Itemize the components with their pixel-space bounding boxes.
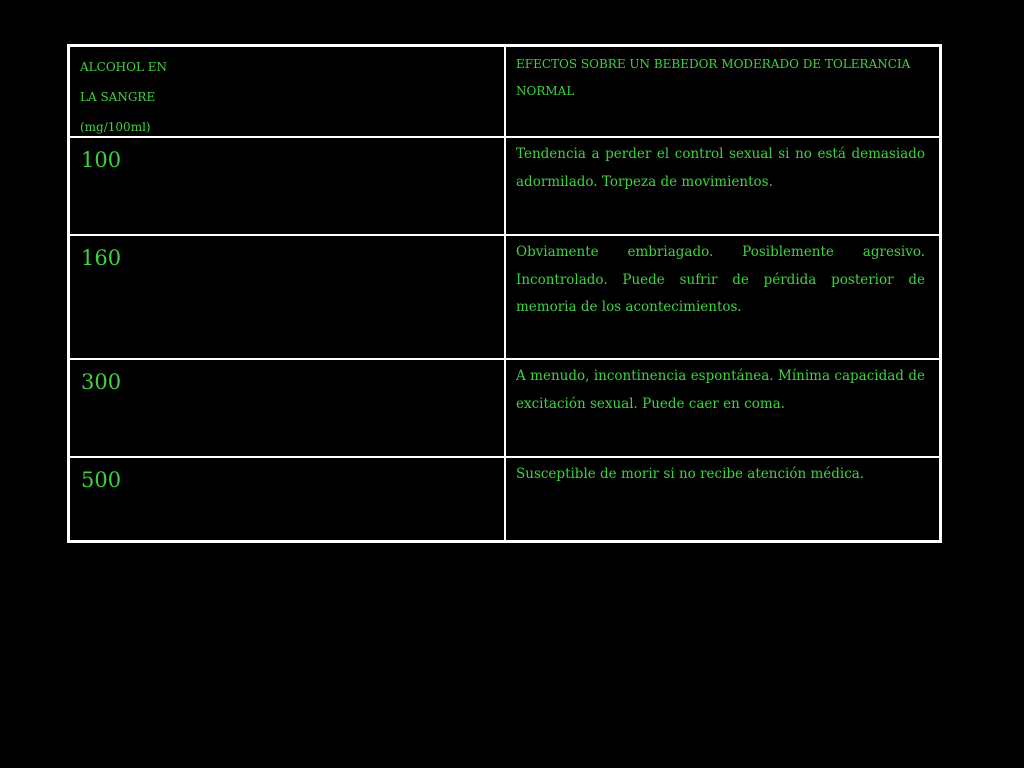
level-cell: 500 <box>70 458 506 540</box>
header-line: ALCOHOL EN <box>80 60 167 74</box>
alcohol-effects-table <box>67 44 942 543</box>
effect-cell: Susceptible de morir si no recibe atención médica. <box>516 466 865 482</box>
level-cell: 100 <box>70 138 506 236</box>
level-cell: 300 <box>70 360 506 458</box>
level-cell: 160 <box>70 236 506 360</box>
header-line: LA SANGRE <box>80 90 156 104</box>
effect-cell: Tendencia a perder el control sexual si no está demasiado adormilado. Torpeza de movimientos. <box>506 138 939 236</box>
header-effects: EFECTOS SOBRE UN BEBEDOR MODERADO DE TOLERANCIA NORMAL <box>506 47 939 138</box>
effect-cell: Obviamente embriagado. Posiblemente agresivo. Incontrolado. Puede sufrir de pérdida posterior de memoria de los acontecimientos. <box>506 236 939 360</box>
header-line: (mg/100ml) <box>80 120 151 134</box>
effect-cell: A menudo, incontinencia espontánea. Mínima capacidad de excitación sexual. Puede caer en coma. <box>506 360 939 458</box>
header-blood-alcohol <box>70 47 506 138</box>
